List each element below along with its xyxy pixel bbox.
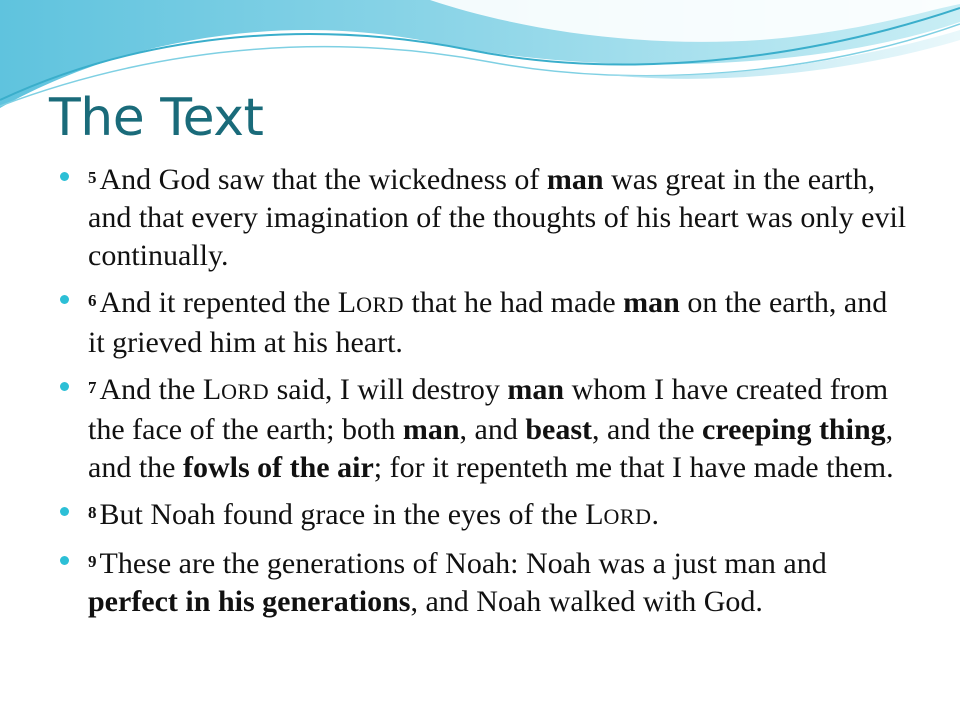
verse-item xyxy=(58,369,910,487)
verse-text: But Noah found grace in the eyes of the xyxy=(99,498,586,531)
verse-text: ; for it repenteth me that I have made them. xyxy=(373,451,894,484)
bullet-dot-icon xyxy=(60,172,69,181)
verse-text: , and xyxy=(459,413,526,446)
bold-word: beast xyxy=(525,413,593,446)
verse-number: 9 xyxy=(88,552,97,571)
bullet-dot-icon xyxy=(60,556,69,565)
verse-text: And the xyxy=(99,373,203,406)
bullet-dot-icon xyxy=(60,507,69,516)
verse-text: that he had made xyxy=(404,286,624,319)
verse-text: was great in the earth, and that every imagination of the thoughts of his heart was only evil continually. xyxy=(88,163,907,272)
verse-number: 7 xyxy=(88,378,97,397)
bullet-dot-icon xyxy=(60,382,69,391)
lord-smallcaps: ORD xyxy=(603,504,652,529)
bold-word: man xyxy=(507,373,565,406)
verse-number: 5 xyxy=(88,168,97,187)
bold-word: man xyxy=(623,286,680,319)
lord-initial: L xyxy=(585,498,604,531)
lord-smallcaps: ORD xyxy=(221,379,270,404)
verse-text: These are the generations of Noah: Noah was a just man and xyxy=(99,547,827,580)
bold-word: man xyxy=(402,413,460,446)
verse-text: on the earth, and it grieved him at his heart. xyxy=(88,286,888,359)
verse-number: 6 xyxy=(88,291,97,310)
verse-item xyxy=(58,543,910,621)
lord-initial: L xyxy=(202,373,222,406)
verse-item xyxy=(58,494,910,536)
bold-word: fowls of the air xyxy=(182,451,374,484)
verse-text: , and the xyxy=(592,413,703,446)
verse-text: . xyxy=(651,498,659,531)
verse-text: whom I have created from the face of the earth; both xyxy=(88,373,889,446)
verse-number: 8 xyxy=(88,503,97,522)
slide-title: The Text xyxy=(49,88,264,148)
bullet-dot-icon xyxy=(60,295,69,304)
bold-word: creeping thing xyxy=(702,413,886,446)
verse-item xyxy=(58,159,910,275)
verse-list xyxy=(58,159,910,628)
verse-text: , and Noah walked with God. xyxy=(410,585,763,618)
verse-text: And God saw that the wickedness of xyxy=(99,163,547,196)
verse-text: And it repented the xyxy=(99,286,338,319)
verse-text: , and the xyxy=(88,413,894,484)
verse-text: said, I will destroy xyxy=(269,373,508,406)
verse-item xyxy=(58,282,910,362)
lord-initial: L xyxy=(337,286,357,319)
bold-word: man xyxy=(546,163,604,196)
lord-smallcaps: ORD xyxy=(356,292,405,317)
bold-word: perfect in his generations xyxy=(88,585,411,618)
